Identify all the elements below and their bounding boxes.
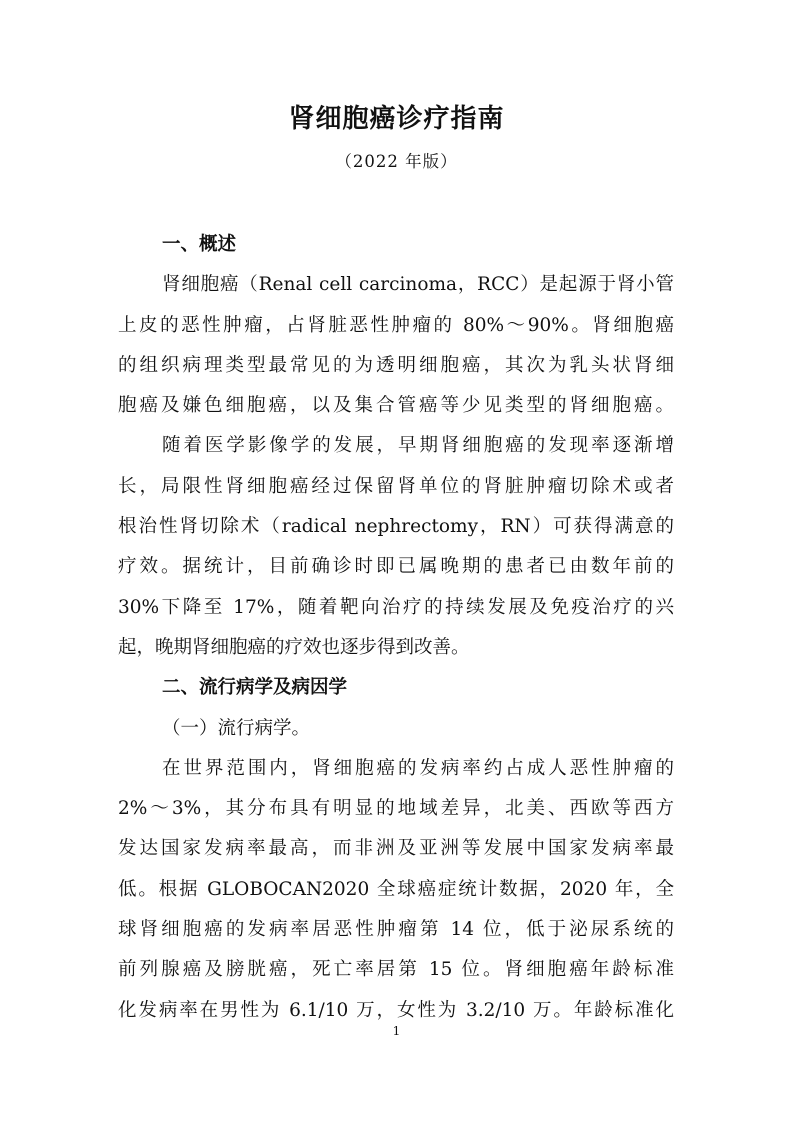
paragraph-line: 的组织病理类型最常见的为透明细胞癌，其次为乳头状肾细 [118, 354, 674, 376]
page-number: 1 [392, 1024, 401, 1038]
paragraph-line: 在世界范围内，肾细胞癌的发病率约占成人恶性肿瘤的 [162, 757, 674, 779]
subsection-heading: （一）流行病学。 [162, 717, 311, 739]
paragraph-line: 肾细胞癌（Renal cell carcinoma，RCC）是起源于肾小管 [162, 274, 674, 296]
paragraph-line: 发达国家发病率最高，而非洲及亚洲等发展中国家发病率最 [118, 838, 674, 860]
paragraph-line: 30%下降至 17%，随着靶向治疗的持续发展及免疫治疗的兴 [118, 596, 674, 618]
section-heading-overview: 一、概述 [162, 234, 237, 255]
paragraph-line: 前列腺癌及膀胱癌，死亡率居第 15 位。肾细胞癌年龄标准 [118, 959, 674, 981]
section-heading-epidemiology: 二、流行病学及病因学 [162, 677, 348, 699]
paragraph-line: 起，晚期肾细胞癌的疗效也逐步得到改善。 [118, 636, 470, 658]
paragraph-line: 上皮的恶性肿瘤，占肾脏恶性肿瘤的 80%～90%。肾细胞癌 [118, 314, 674, 336]
paragraph-line: 长，局限性肾细胞癌经过保留肾单位的肾脏肿瘤切除术或者 [118, 475, 674, 497]
paragraph-line: 2%～3%，其分布具有明显的地域差异，北美、西欧等西方 [118, 798, 674, 820]
paragraph-line: 化发病率在男性为 6.1/10 万，女性为 3.2/10 万。年龄标准化 [118, 999, 674, 1021]
paragraph-line: 球肾细胞癌的发病率居恶性肿瘤第 14 位，低于泌尿系统的 [118, 919, 674, 941]
paragraph-line: 根治性肾切除术（radical nephrectomy，RN）可获得满意的 [118, 516, 674, 538]
paragraph-line: 随着医学影像学的发展，早期肾细胞癌的发现率逐渐增 [162, 435, 674, 457]
paragraph-line: 低。根据 GLOBOCAN2020 全球癌症统计数据，2020 年，全 [118, 878, 674, 900]
document-title: 肾细胞癌诊疗指南 [288, 104, 505, 134]
document-subtitle: （2022 年版） [335, 152, 458, 171]
paragraph-line: 胞癌及嫌色细胞癌，以及集合管癌等少见类型的肾细胞癌。 [118, 395, 674, 417]
paragraph-line: 疗效。据统计，目前确诊时即已属晚期的患者已由数年前的 [118, 556, 674, 578]
document-body [118, 225, 674, 1031]
